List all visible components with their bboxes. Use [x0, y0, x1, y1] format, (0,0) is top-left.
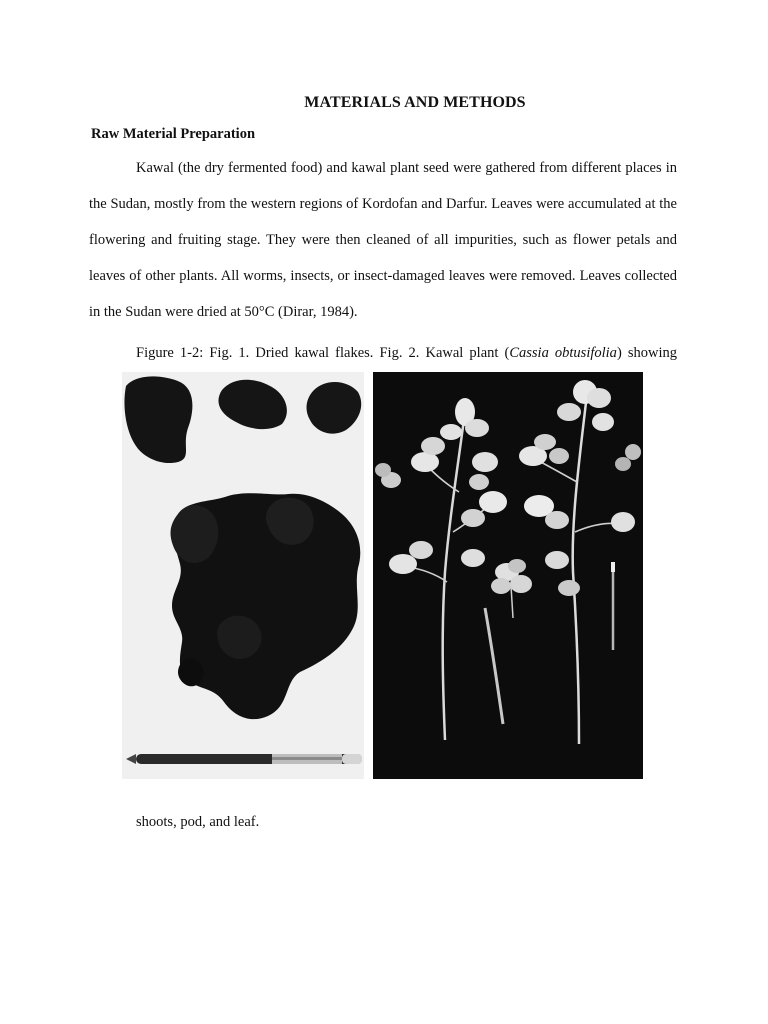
figure-2-photo	[373, 372, 643, 779]
kawal-plant-image	[373, 372, 643, 779]
figure-1-photo	[122, 372, 364, 779]
body-paragraph: Kawal (the dry fermented food) and kawal plant seed were gathered from different places in the Sudan, mostly from the western regions of Kordofan and Darfur. Leaves were accumulated at the flowering and fruiting stage. They were then cleaned of all impurities, such as flower petals and leaves of other plants. All worms, insects, or insect-damaged leaves were removed. Leaves collected in the Sudan were dried at 50°C (Dirar, 1984).	[89, 160, 677, 320]
figure-caption	[136, 343, 677, 363]
caption-suffix: ) showing	[616, 345, 677, 361]
caption-species: Cassia obtusifolia	[509, 345, 617, 361]
caption-prefix: Figure 1-2: Fig. 1. Dried kawal flakes. Fig. 2. Kawal plant (	[136, 345, 510, 361]
page-title: MATERIALS AND METHODS	[304, 94, 526, 111]
dried-kawal-flakes-image	[122, 372, 364, 779]
caption-continuation: shoots, pod, and leaf.	[136, 814, 260, 830]
section-heading: Raw Material Preparation	[91, 126, 256, 142]
